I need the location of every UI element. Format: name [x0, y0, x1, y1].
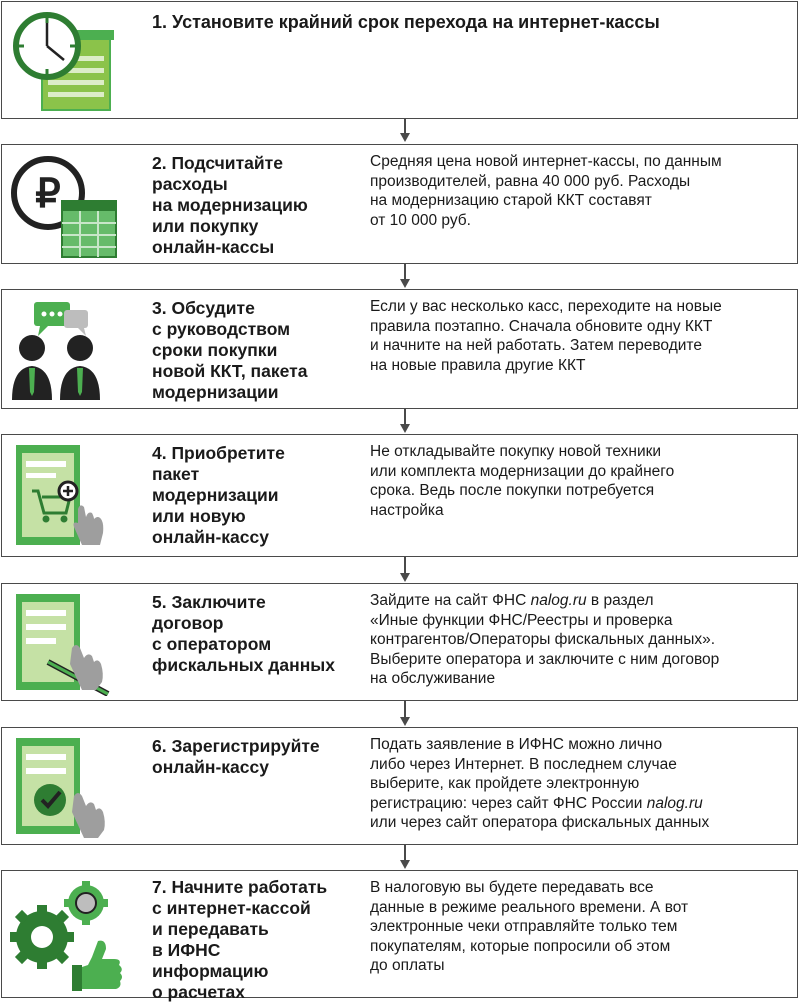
step-5-title: 5. Заключите договор с оператором фискальных данных — [152, 592, 335, 675]
step-5-desc: Зайдите на сайт ФНС nalog.ru в раздел «Иные функции ФНС/Реестры и проверка контрагентов/Операторы фискальных данных». Выберите оператора и заключите с ним договор на обслуживание — [370, 592, 720, 687]
nalog-ru-link-text: nalog.ru — [530, 592, 587, 609]
step-4-title: 4. Приобретите пакет модернизации или новую онлайн-кассу — [152, 443, 285, 547]
step-5 — [1, 583, 798, 701]
step-7-desc: В налоговую вы будете передавать все данные в режиме реального времени. А вот электронные чеки отправляйте только тем покупателям, которые попросили об этом до оплаты — [370, 879, 689, 974]
step-6 — [1, 727, 798, 845]
step-2 — [1, 144, 798, 264]
step-1-title: 1. Установите крайний срок перехода на интернет-кассы — [152, 12, 660, 32]
people-discussion-icon — [8, 296, 126, 404]
clock-calendar-icon — [8, 8, 126, 114]
step-6-desc: Подать заявление в ИФНС можно лично либо через Интернет. В последнем случае выберите, как пройдете электронную регистрацию: через сайт ФНС России nalog.ru или через сайт оператора фискальных данных — [370, 736, 710, 831]
step-4 — [1, 434, 798, 557]
checkmark-document-icon — [8, 734, 126, 840]
gears-thumbs-up-icon — [8, 877, 126, 997]
step-2-desc: Средняя цена новой интернет-кассы, по данным производителей, равна 40 000 руб. Расходы на модернизацию старой ККТ составят от 10 000 руб. — [370, 153, 722, 229]
ruble-coin-icon — [8, 151, 126, 259]
nalog-ru-link-text: nalog.ru — [646, 794, 703, 812]
step-3-title: 3. Обсудите с руководством сроки покупки новой ККТ, пакета модернизации — [152, 298, 308, 402]
contract-pen-icon — [8, 590, 126, 696]
svg-text:₽: ₽ — [35, 172, 61, 216]
step-7-title: 7. Начните работать с интернет-кассой и передавать в ИФНС информацию о расчетах — [152, 877, 328, 1002]
step-1 — [1, 1, 798, 119]
shopping-cart-tablet-icon — [8, 441, 126, 551]
step-3-desc: Если у вас несколько касс, переходите на новые правила поэтапно. Сначала обновите одну ККТ и начните на ней работать. Затем переводите на новые правила другие ККТ — [370, 298, 722, 374]
step-4-desc: Не откладывайте покупку новой техники или комплекта модернизации до крайнего срока. Ведь после покупки потребуется настройка — [370, 443, 675, 519]
step-6-title: 6. Зарегистрируйте онлайн-кассу — [152, 736, 320, 777]
step-7 — [1, 870, 798, 1002]
step-3 — [1, 289, 798, 409]
step-2-title: 2. Подсчитайте расходы на модернизацию или покупку онлайн-кассы — [152, 153, 308, 257]
